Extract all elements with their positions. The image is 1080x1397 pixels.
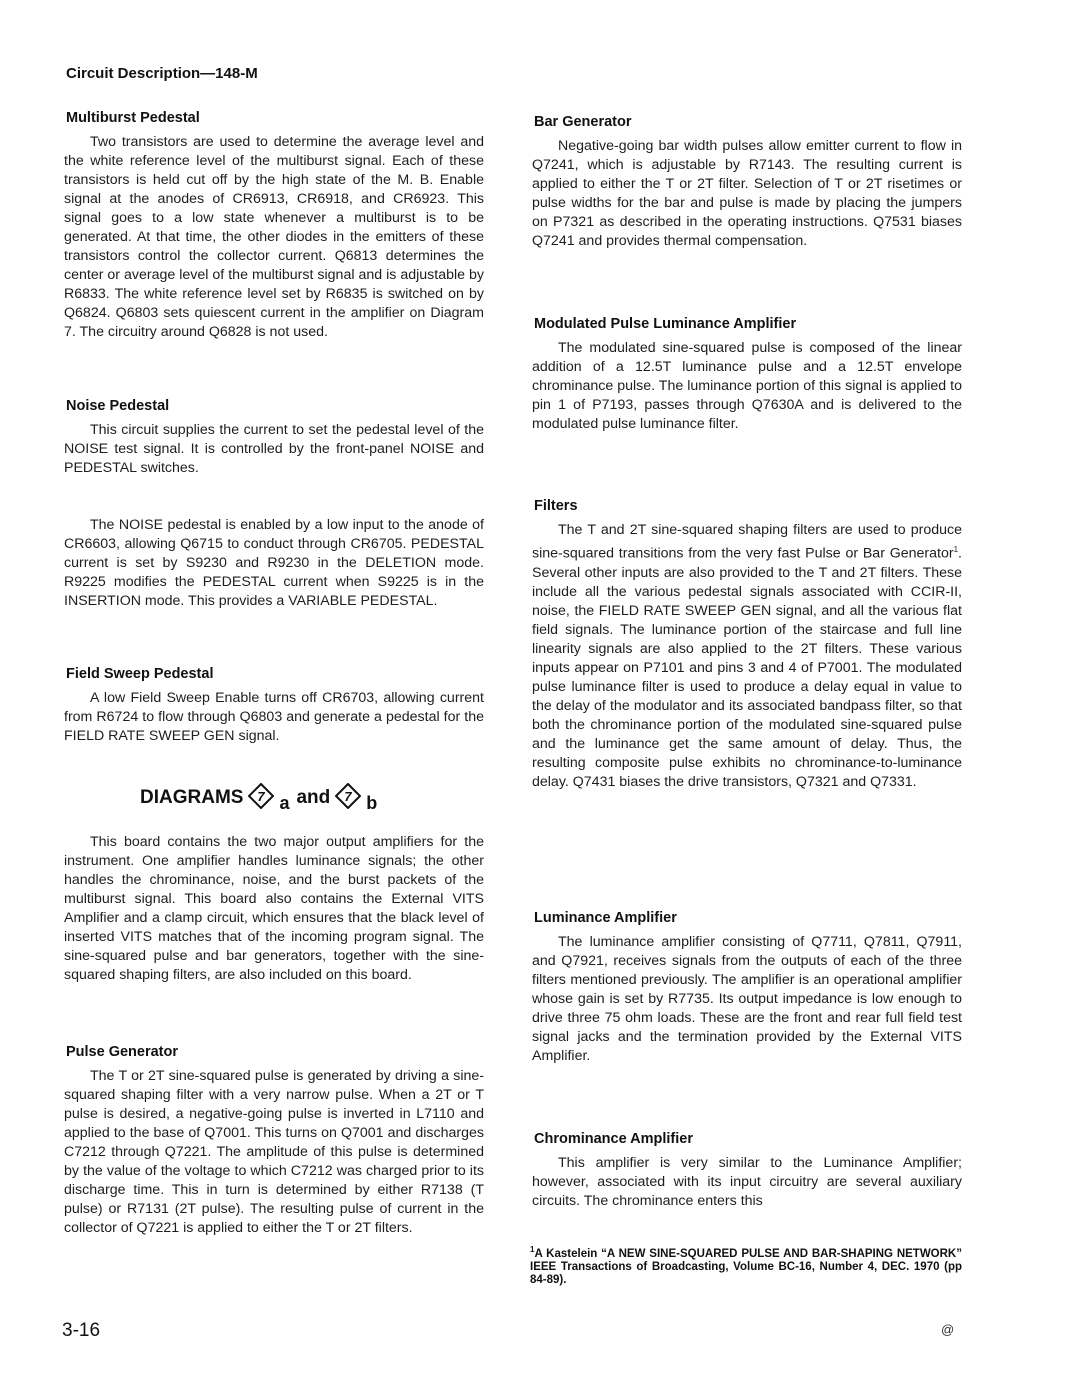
corner-mark: @ [941,1322,955,1337]
section-bar-generator [532,114,962,251]
section-field-sweep-pedestal [64,666,484,746]
section-heading: Field Sweep Pedestal [66,666,214,682]
page-number: 3-16 [62,1320,101,1341]
section-filters [532,498,962,792]
diagram-number: 7 [344,789,352,804]
section-modulated-pulse-luminance-amplifier [532,316,962,434]
paragraph: This circuit supplies the current to set the pedestal level of the NOISE test signal. It is controlled by the front-panel NOISE and PEDESTAL switches. [64,422,484,476]
diagrams-title-conjunction: and [296,787,331,808]
diamond-diagram-marker-icon [248,783,274,809]
diagram-number: 7 [257,789,266,804]
diagrams-title-prefix: DIAGRAMS [140,787,244,808]
diagram-suffix-b: b [366,793,378,813]
diagrams-title [140,783,381,813]
section-pulse-generator [64,1044,484,1238]
paragraph: The luminance amplifier consisting of Q7711, Q7811, Q7911, and Q7921, receives signals from the outputs of each of the three filters mentioned previously. The amplifier is an operational amplifier whose gain is set by R7735. Its output impedance is low enough to drive three 75 ohm loads. These are the front and rear full field test signal jacks and the termination provided by the External VITS Amplifier. [532,934,962,1064]
section-heading: Luminance Amplifier [534,910,677,926]
section-diagrams-intro [64,833,484,985]
footnote-reference: 1 [953,545,959,554]
diamond-diagram-marker-icon [335,783,361,809]
section-heading: Pulse Generator [66,1044,179,1060]
paragraph: A low Field Sweep Enable turns off CR6703, allowing current from R6724 to flow through Q6803 and generate a pedestal for the FIELD RATE SWEEP GEN signal. [64,690,484,744]
footnote [530,1243,962,1287]
section-heading: Chrominance Amplifier [534,1131,693,1147]
paragraph-text: . Several other inputs are also provided to the T and 2T filters. These include all the various pedestal signals associated with CCIR-II, noise, the FIELD RATE SWEEP GEN signal, and all the various flat field signals. The luminance portion of the staircase and full line linearity signals are also applied to the 2T filters. These various inputs appear on P7101 and pins 3 and 4 of P7001. The modulated pulse luminance filter is used to produce a delay equal in value to the delay of the modulator and its associated bandpass filter, so that both the chrominance portion of the modulated sine-squared pulse and the luminance get the same amount of delay. Thus, the resulting composite pulse exhibits no chrominance-to-luminance delay. Q7431 biases the drive transistors, Q7321 and Q7331. [532,545,962,790]
section-heading: Bar Generator [534,114,632,130]
paragraph: This amplifier is very similar to the Luminance Amplifier; however, associated with its input circuitry are several auxiliary circuits. The chrominance enters this [532,1155,962,1209]
section-heading: Multiburst Pedestal [66,110,200,126]
paragraph: This board contains the two major output amplifiers for the instrument. One amplifier handles luminance signals; the other handles the chrominance, noise, and the burst packets of the multiburst signal. This board also contains the External VITS Amplifier and a clamp circuit, which ensures that the black level of inserted VITS matches that of the incoming program signal. The sine-squared pulse and bar generators, together with the sine-squared shaping filters, are also included on this board. [64,834,484,983]
section-heading: Noise Pedestal [66,398,170,414]
footnote-marker: 1 [530,1245,535,1254]
paragraph [532,521,962,792]
paragraph: The T or 2T sine-squared pulse is generated by driving a sine-squared shaping filter with a very narrow pulse. When a 2T or T pulse is desired, a negative-going pulse is inverted in L7110 and applied to the base of Q7001. This turns on Q7001 and discharges C7212 through Q7221. The amplitude of this pulse is determined by the value of the voltage to which C7212 was charged prior to its discharge time. This in turn is determined by either R7138 (T pulse) or R7131 (2T pulse). The resulting pulse of current in the collector of Q7221 is applied to either the T or 2T filters. [64,1068,484,1236]
page-header: Circuit Description—148-M [66,65,258,82]
paragraph: The NOISE pedestal is enabled by a low input to the anode of CR6603, allowing Q6715 to conduct through CR6705. PEDESTAL current is set by S9230 and R9230 in the DELETION mode. R9225 modifies the PEDESTAL current when S9225 is in the INSERTION mode. This provides a VARIABLE PEDESTAL. [64,517,484,609]
section-heading: Modulated Pulse Luminance Amplifier [534,316,797,332]
diagram-suffix-a: a [279,793,290,813]
section-chrominance-amplifier [532,1131,962,1211]
footnote-text: A Kastelein “A NEW SINE-SQUARED PULSE AND BAR-SHAPING NETWORK” IEEE Transactions of Broadcasting, Volume BC-16, Number 4, DEC. 1970 (pp 84-89). [530,1247,962,1286]
paragraph: Negative-going bar width pulses allow emitter current to flow in Q7241, which is adjustable by R7143. The resulting current is applied to either the T or 2T filter. Selection of T or 2T risetimes or pulse widths for the bar and pulse is made by placing the jumpers on P7321 as described in the operating instructions. Q7531 biases Q7241 and provides thermal compensation. [532,138,962,249]
paragraph: The modulated sine-squared pulse is composed of the linear addition of a 12.5T luminance pulse and a 12.5T envelope chrominance pulse. The luminance portion of this signal is applied to pin 1 of P7193, passes through Q7630A and is delivered to the modulated pulse luminance filter. [532,340,962,432]
section-multiburst-pedestal [64,110,484,342]
paragraph: Two transistors are used to determine the average level and the white reference level of the multiburst signal. Each of these transistors is held cut off by the high state of the M. B. Enable signal at the anodes of CR6913, CR6918, and CR6923. This signal goes to a low state whenever a multiburst is to be generated. At that time, the other diodes in the emitters of these transistors control the collector current. Q6813 determines the center or average level of the multiburst signal and is adjustable by R6833. The white reference level set by R6835 is switched on by Q6824. Q6803 sets quiescent current in the amplifier on Diagram 7. The circuitry around Q6828 is not used. [64,134,484,340]
paragraph-text: The T and 2T sine-squared shaping filters are used to produce sine-squared transitions from the very fast Pulse or Bar Generator [532,522,962,562]
section-luminance-amplifier [532,910,962,1066]
section-heading: Filters [534,498,578,514]
section-noise-pedestal [64,398,484,611]
